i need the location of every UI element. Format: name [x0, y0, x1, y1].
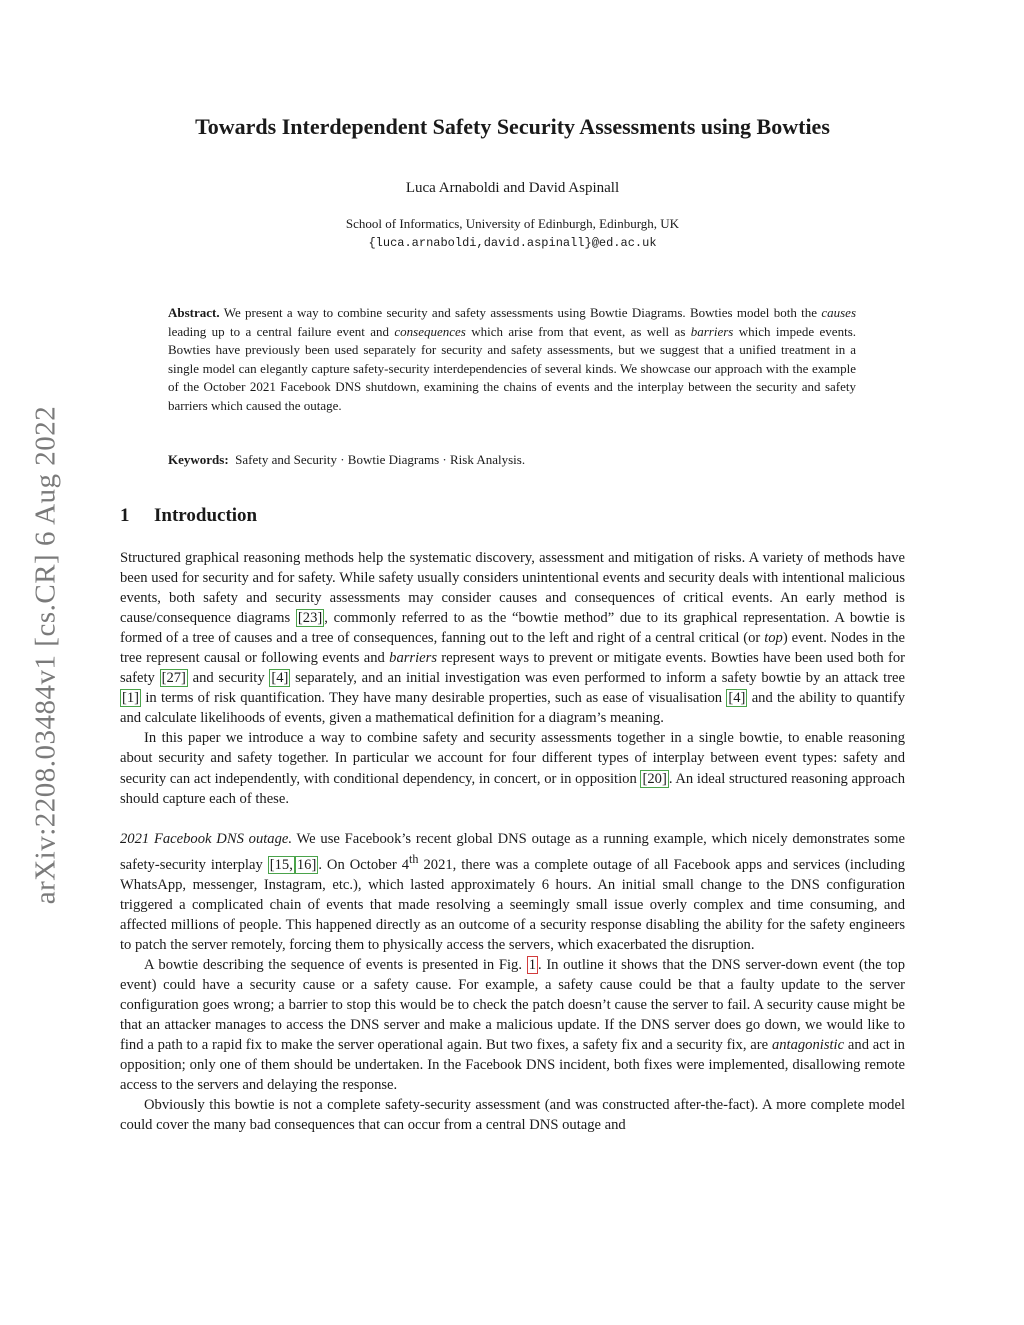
abstract: Abstract. We present a way to combine security and safety assessments using Bowtie Diagrams. Bowties model both the causes leading up to a central failure event and consequences which arise from that event, as well as barriers which impede events. Bowties have previously been used separately for security and safety assessments, but we suggest that a unified treatment in a single model can elegantly capture safety-security interdependencies of several kinds. We showcase our approach with the example of the October 2021 Facebook DNS shutdown, examining the chains of events and the interplay between the security and safety barriers which caused the outage. — [168, 305, 857, 413]
paragraph-label: 2021 Facebook DNS outage. — [120, 830, 293, 847]
citation-link[interactable]: 16] — [296, 856, 317, 873]
section-heading-introduction — [120, 505, 257, 527]
arxiv-identifier: arXiv:2208.03484v1 [cs.CR] 6 Aug 2022 — [29, 405, 62, 905]
figure-reference-link[interactable]: 1 — [528, 956, 536, 973]
citation-link[interactable]: [1] — [122, 690, 140, 707]
citation-link[interactable]: [4] — [271, 670, 289, 687]
citation-link[interactable]: [27] — [161, 670, 186, 687]
arxiv-sidebar — [26, 355, 66, 955]
citation-link[interactable]: [23] — [297, 610, 323, 627]
paragraph-5: Obviously this bowtie is not a complete safety-security assessment (and was constructed after-the-fact). A more complete model could cover the many bad consequences that can occur from a central DNS outage and — [120, 1097, 905, 1134]
citation-link[interactable]: [15, — [269, 856, 293, 873]
keywords: Keywords: Safety and Security · Bowtie Diagrams · Risk Analysis. — [168, 452, 526, 467]
paragraph-1: Structured graphical reasoning methods help the systematic discovery, assessment and mitigation of risks. A variety of methods have been used for security and for safety. While safety usually considers unintentional events and security deals with intentional malicious events, both safety and security assessments may consider causes and consequences of critical events. An early method is cause/consequence diagrams [23] , commonly referred to as the “bowtie method” due to its graphical representation. A bowtie is formed of a tree of causes and a tree of consequences, fanning out to the left and right of a central critical (or top) event. Nodes in the tree represent causal or following events and barriers represent ways to prevent or mitigate events. Bowties have been used both for safety [27] and security [4] separately, and an initial investigation was even performed to inform a safety bowtie by an attack tree [1] in terms of risk quantification. They have many desirable properties, such as ease of visualisation [4] and the ability to quantify and calculate likelihoods of events, given a mathematical definition for a diagram’s meaning. — [120, 550, 906, 727]
paragraph-2: In this paper we introduce a way to combine safety and security assessments together in a single bowtie, to enable reasoning about security and safety together. In particular we account for four different types of interplay between event types: safety and security can act independently, with conditional dependency, in concert, or in opposition [20] . An ideal structured reasoning approach should capture each of these. — [120, 730, 905, 807]
abstract-label: Abstract. — [168, 305, 220, 320]
paragraph-4: A bowtie describing the sequence of events is presented in Fig. 1 . In outline it shows that the DNS server-down event (the top event) could have a security cause or a safety cause. For example, a safety cause could be that a faulty update to the server configuration goes wrong; a barrier to stop this would be to check the patch doesn’t cause the server to fail. A security cause might be that an attacker manages to access the DNS server and make a malicious update. If the DNS server does go down, we would like to find a path to a rapid fix to make the server operational again. But two fixes, a safety fix and a security fix, are antagonistic and act in opposition; only one of them should be undertaken. In the Facebook DNS incident, both fixes were implemented, disallowing remote access to the servers and delaying the response. — [120, 956, 905, 1094]
section-title: Introduction — [154, 505, 258, 526]
paper-title: Towards Interdependent Safety Security Assessments using Bowties — [195, 114, 830, 139]
section-number: 1 — [120, 505, 130, 526]
keywords-label: Keywords: — [168, 452, 229, 467]
introduction-body — [120, 548, 905, 1135]
author-emails: {luca.arnaboldi,david.aspinall}@ed.ac.uk — [368, 236, 657, 250]
paragraph-3: 2021 Facebook DNS outage. We use Facebook’s recent global DNS outage as a running example, which nicely demonstrates some safety-security interplay [15, 16] . On October 4th 2021, there was a complete outage of all Facebook apps and services (including WhatsApp, messenger, Instagram, etc.), which lasted approximately 6 hours. An initial small change to the DNS configuration triggered a complicated chain of events that made resolving a seemingly small issue overly complex and time consuming, and affected millions of people. This happened directly as an outcome of a security response disabling the ability for the safety engineers to patch the server remotely, forcing them to physically access the servers, which exacerbated the disruption. — [120, 830, 906, 953]
authors: Luca Arnaboldi and David Aspinall — [405, 180, 620, 196]
citation-link[interactable]: [20] — [642, 770, 667, 787]
citation-link[interactable]: [4] — [728, 690, 746, 707]
affiliation: School of Informatics, University of Edinburgh, Edinburgh, UK — [345, 216, 680, 231]
